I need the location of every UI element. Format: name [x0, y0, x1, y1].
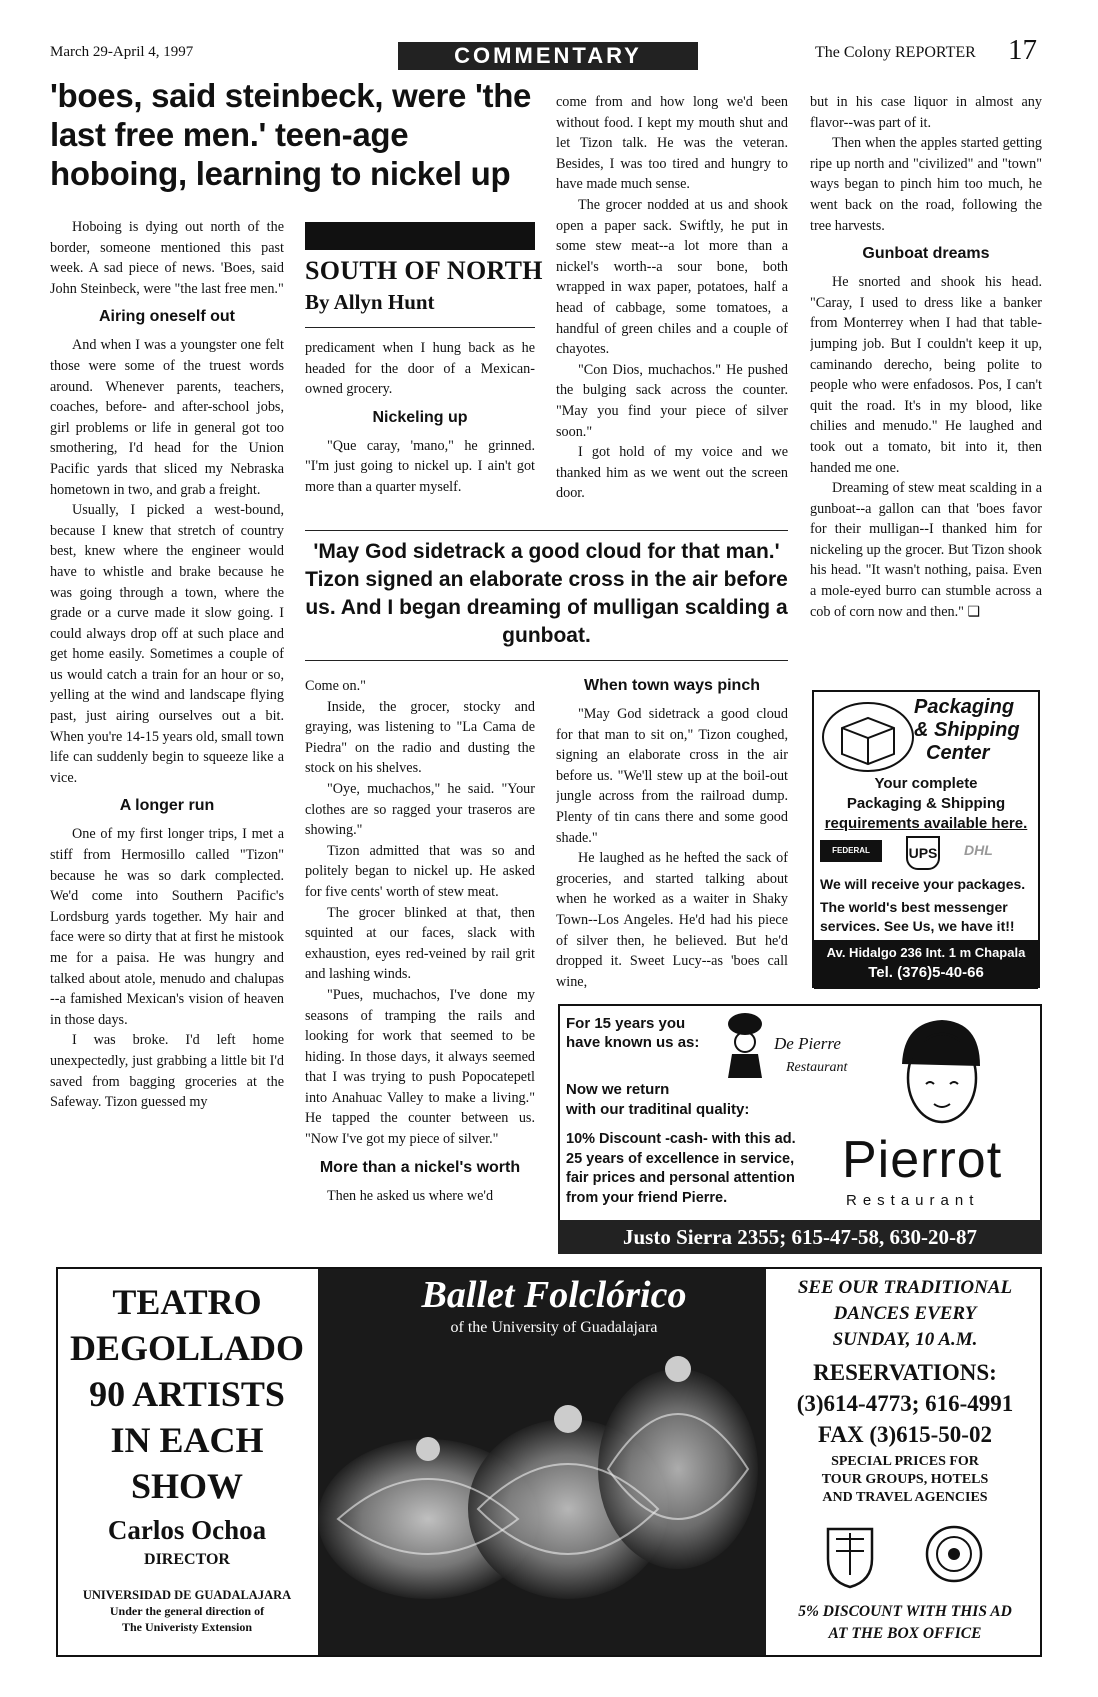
dhl-logo: DHL: [964, 842, 993, 858]
ballet-right-1: SEE OUR TRADITIONAL: [797, 1277, 1013, 1298]
article-column-3-bottom: [556, 668, 788, 988]
ballet-subtitle: of the University of Guadalajara: [450, 1319, 658, 1336]
column-banner-bar: [305, 222, 535, 250]
paragraph: Usually, I picked a west-bound, because I knew that stretch of country best, knew where the engineer would have to whistle and brake because he was going through a town, where the grade or a curve made it slow going. I could always drop off at such place and get home easily. Sometimes a couple of us would catch a train for an hour or so, yelling at the wind and landscape flying past, just airing ourselves out a bit. When you're 14-15 years old, small town life can suddenly begin to squeeze like a vice.: [50, 502, 284, 786]
ballet-reservations: RESERVATIONS:: [813, 1360, 997, 1385]
paragraph: The grocer nodded at us and shook open a paper sack. Swiftly, he put in some stew meat--a lot more than a nickel's worth--a sour bone, both wrapped in wax paper, potatoes, half a head of cabbage, some tomatoes, a handful of green chiles and a couple of chayotes.: [556, 196, 788, 358]
paragraph: He snorted and shook his head. "Caray, I used to dress like a banker from Monterrey when I had that table-jumping job. But I couldn't keep it up, caminando derecho, being polite to people who were enfadosos. Pos, I can't quit the road. It's in my blood, like chilies and menudo." He laughed and took out a tomato, bit into it, then handed me one.: [810, 274, 1042, 476]
paragraph: "Pues, muchachos, I've done my seasons of tramping the rails and looking for work that seemed to be hiding. In those days, it always seemed that I was trying to push Popocatepetl into Anahuac Valley to make a living." He tapped the counter between us. "Now I've got my piece of silver.": [305, 986, 535, 1148]
ballet-ad: [56, 1267, 1042, 1657]
paper-name: The Colony REPORTER: [815, 44, 976, 61]
fedex-logo: FEDERAL EXPRESS: [820, 840, 882, 862]
paragraph: "Que caray, 'mano," he grinned. "I'm just going to nickel up. I ain't got more than a quarter myself.: [305, 437, 535, 495]
pierrot-promo-2: 25 years of excellence in service,: [566, 1150, 795, 1167]
packaging-best-2: services. See Us, we have it!!: [820, 918, 1015, 934]
pierrot-return-2: with our traditinal quality:: [566, 1101, 750, 1118]
subheading: Nickeling up: [372, 408, 468, 426]
paragraph: And when I was a youngster one felt those were some of the truest words around. Whenever parents, teachers, coaches, before- and after-school jobs, girl problems or life in general got too smothering, I'd head for the Union Pacific yards that sliced my Nebraska hometown in two, and grab a freight.: [50, 337, 284, 498]
subheading: A longer run: [119, 797, 215, 815]
paragraph: Tizon admitted that was so and politely began to nickel up. He asked for five cents' worth of stew meat.: [305, 842, 535, 900]
pierrot-logo-sub: Restaurant: [846, 1192, 980, 1209]
article-column-1: [50, 217, 284, 1247]
page-number: 17: [1008, 34, 1037, 66]
packaging-address: Av. Hidalgo 236 Int. 1 m Chapala: [826, 945, 1026, 960]
packaging-tel: Tel. (376)5-40-66: [868, 964, 984, 981]
article-column-4: [810, 92, 1042, 697]
packaging-receive: We will receive your packages.: [820, 876, 1026, 892]
ballet-phones: (3)614-4773; 616-4991: [796, 1391, 1014, 1416]
packaging-title-2: & Shipping: [914, 719, 1020, 741]
packaging-title-1: Packaging: [914, 696, 1015, 718]
depierre-name: De Pierre: [774, 1034, 841, 1053]
ups-logo: UPS: [906, 836, 940, 870]
paragraph: but in his case liquor in almost any flavor--was part of it.: [810, 94, 1042, 131]
paragraph: "May God sidetrack a good cloud for that man to sit on," Tizon coughed, signing an elaborate cross in the air before us. "We'll stew up at the boil-out jungle across from the railroad dump. Plenty of tin cans there and some good shade.": [556, 706, 788, 846]
ballet-discount-2: AT THE BOX OFFICE: [828, 1625, 982, 1642]
packaging-ad: [812, 690, 1040, 988]
pierrot-logo: Pierrot: [842, 1131, 1003, 1189]
paragraph: I got hold of my voice and we thanked him as we went out the screen door.: [556, 444, 788, 502]
article-column-2-bottom: [305, 676, 535, 1248]
paragraph: Then when the apples started getting ripe up north and "civilized" and "town" ways began to pinch him too much, he went back on the road, following the tree harvests.: [810, 135, 1042, 234]
ballet-special-2: TOUR GROUPS, HOTELS: [821, 1472, 989, 1487]
paragraph: Dreaming of stew meat scalding in a gunboat--a gallon can that 'boes favor for their mulligan--I thanked him for nickeling up the grocer. But Tizon shook his head. "It wasn't nothing, paisa. Even a mole-eyed burro can stumble across a cob of corn now and then." ❑: [810, 480, 1042, 620]
pullquote-rule-bottom: [305, 660, 788, 661]
column-name: SOUTH OF NORTH: [305, 256, 543, 285]
under-line-1: Under the general direction of: [109, 1604, 265, 1618]
article-column-3-top: [556, 92, 788, 510]
teatro-line-1: TEATRO: [112, 1282, 262, 1322]
packaging-line-2: Packaging & Shipping: [846, 795, 1006, 812]
ballet-fax: FAX (3)615-50-02: [818, 1422, 992, 1447]
section-banner: COMMENTARY: [398, 42, 698, 70]
paragraph: He laughed as he hefted the sack of groceries, and started talking about when he worked as a waiter in Shaky Town--Los Angeles. He'd had his piece of silver then, he believed. But he'd dropped it. Sweet Lucy--as 'boes call wine,: [556, 850, 788, 988]
packaging-line-3: requirements available here.: [824, 815, 1028, 832]
depierre-sub: Restaurant: [786, 1060, 848, 1075]
pierrot-footer: Justo Sierra 2355; 615-47-58, 630-20-87: [558, 1220, 1042, 1254]
ballet-special-1: SPECIAL PRICES FOR: [831, 1454, 979, 1469]
ballet-photo: [318, 1269, 766, 1655]
director-title: DIRECTOR: [144, 1551, 230, 1568]
headline: 'boes, said steinbeck, were 'the last free men.' teen-age hoboing, learning to nickel up: [50, 77, 532, 192]
paragraph: "Con Dios, muchachos." He pushed the bulging sack across the counter. "May you find your piece of silver soon.": [556, 361, 788, 440]
teatro-line-4: IN EACH: [110, 1420, 264, 1460]
ballet-special-3: AND TRAVEL AGENCIES: [822, 1490, 988, 1505]
paragraph: Hoboing is dying out north of the border, someone mentioned this past week. A sad piece of news. 'Boes, said John Steinbeck, were "the last free men.": [50, 219, 284, 297]
teatro-line-5: SHOW: [130, 1466, 244, 1506]
byline: By Allyn Hunt: [305, 290, 435, 314]
teatro-line-2: DEGOLLADO: [69, 1328, 305, 1368]
subheading: More than a nickel's worth: [319, 1158, 521, 1176]
ballet-title: Ballet Folclórico: [421, 1274, 687, 1316]
pierrot-return-1: Now we return: [566, 1081, 670, 1098]
paragraph: predicament when I hung back as he headed for the door of a Mexican-owned grocery.: [305, 340, 535, 398]
subheading: Airing oneself out: [99, 308, 235, 326]
issue-date: March 29-April 4, 1997: [50, 44, 194, 60]
paragraph: Inside, the grocer, stocky and graying, was listening to "La Cama de Piedra" on the radio and dusting the stock on his shelves.: [305, 698, 535, 777]
package-icon: [820, 698, 916, 776]
pierrot-ad: [558, 1004, 1042, 1254]
paragraph: Then he asked us where we'd: [327, 1187, 494, 1204]
chef-icon: [718, 1010, 772, 1080]
pull-quote: 'May God sidetrack a good cloud for that man.' Tizon signed an elaborate cross in the air before us. And I began dreaming of mulligan scalding a gunboat.: [305, 540, 788, 647]
subheading: When town ways pinch: [583, 677, 760, 694]
seal-icon: [924, 1521, 984, 1587]
paragraph: Come on.": [305, 678, 366, 694]
ballet-right-2: DANCES EVERY: [833, 1303, 977, 1324]
paragraph: The grocer blinked at that, then squinted at our faces, slack with exhaustion, eyes red-veined by rail grit and lashing winds.: [305, 904, 535, 983]
director-name: Carlos Ochoa: [107, 1515, 267, 1545]
article-column-2-top: [305, 338, 535, 510]
under-line-2: The Univeristy Extension: [121, 1620, 252, 1634]
paragraph: "Oye, muchachos," he said. "Your clothes are so ragged your traseros are showing.": [305, 780, 535, 839]
paragraph: come from and how long we'd been without food. I kept my mouth shut and let Tizon talk. He was the veteran. Besides, I was too tired and hungry to have made much sense.: [556, 94, 788, 193]
packaging-line-1: Your complete: [874, 775, 978, 792]
ballet-right-3: SUNDAY, 10 A.M.: [832, 1329, 978, 1350]
teatro-line-3: 90 ARTISTS: [89, 1374, 285, 1414]
pierrot-face-icon: [890, 1014, 990, 1130]
pierrot-promo-4: from your friend Pierre.: [566, 1189, 728, 1206]
pierrot-promo-3: fair prices and personal attention: [566, 1170, 795, 1186]
packaging-title-3: Center: [926, 742, 990, 764]
ballet-discount-1: 5% DISCOUNT WITH THIS AD: [798, 1603, 1012, 1620]
byline-rule: [305, 327, 535, 328]
paragraph: I was broke. I'd left home unexpectedly, just grabbing a little bit I'd saved from bagging groceries at the Safeway. Tizon guessed my: [50, 1032, 284, 1111]
paragraph: One of my first longer trips, I met a stiff from Hermosillo called "Tizon" because he was so dark complected. We'd come into Southern Pacific's Lordsburg yards together. My hair and face were so dirty that at first he mistook me for a paisa. He was hungry and talked about atole, menudo and chalupas --a famished Mexican's vision of heaven in those days.: [50, 826, 284, 1028]
subheading: Gunboat dreams: [862, 245, 990, 263]
coat-of-arms-icon: [820, 1519, 880, 1589]
pierrot-promo-1: 10% Discount -cash- with this ad.: [566, 1131, 796, 1147]
pierrot-line-2: have known us as:: [566, 1034, 700, 1051]
packaging-best-1: The world's best messenger: [820, 899, 1008, 915]
pierrot-line-1: For 15 years you: [566, 1015, 686, 1032]
pullquote-rule-top: [305, 530, 788, 531]
univ-name: UNIVERSIDAD DE GUADALAJARA: [82, 1588, 292, 1602]
